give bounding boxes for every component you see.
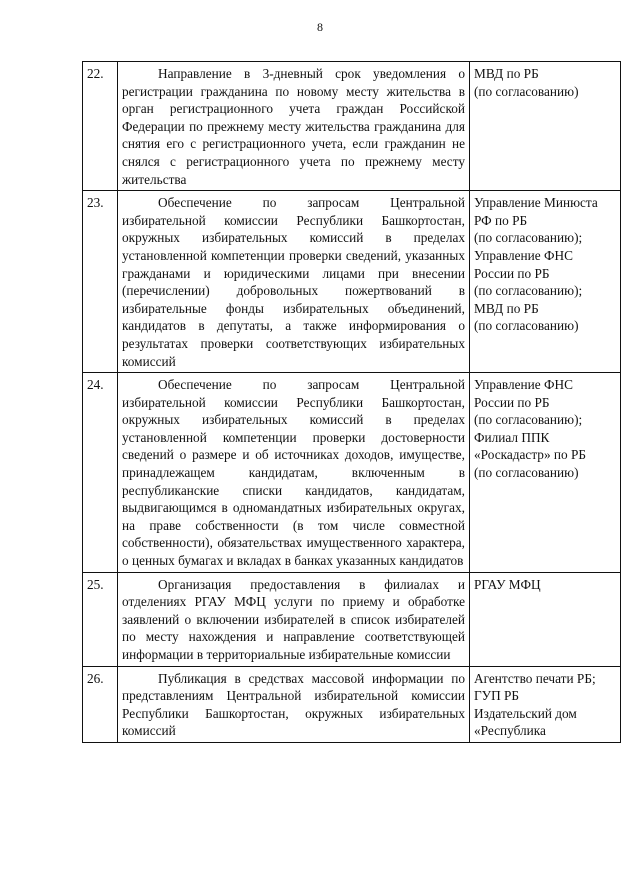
responsible-line: (по согласованию); <box>474 412 583 428</box>
item-description <box>118 572 470 666</box>
item-description-text: Публикация в средствах массовой информации по представлениям Центральной избирательной комиссии Республики Башкортостан, окружных избирательных комиссий <box>122 670 465 739</box>
responsible-line: Управление ФНС <box>474 247 573 263</box>
item-description-text: Обеспечение по запросам Центральной избирательной комиссии Республики Башкортостан, окружных избирательных комиссий в пределах установленной компетенции проверки достоверности сведений о размере и об источниках доходов, имуществе, принадлежащем кандидатам, включенным в республиканские списки кандидатов, кандидатам, выдвигающимся в одномандатных избирательных округах, на праве собственности (в том числе совместной собственности), обязательствах имущественного характера, о ценных бумагах и вкладах в банках указанных кандидатов <box>122 377 465 569</box>
item-responsible <box>470 191 621 373</box>
table-row <box>83 191 621 373</box>
item-number: 22. <box>83 62 118 191</box>
responsible-line: России по РБ <box>474 265 550 281</box>
responsible-line: Управление Минюста <box>474 195 598 211</box>
responsible-line: «Республика <box>474 723 546 739</box>
item-number: 24. <box>83 373 118 573</box>
responsible-line: МВД по РБ <box>474 300 539 316</box>
responsible-line: Филиал ППК <box>474 429 550 445</box>
responsible-line: Издательский дом <box>474 705 577 721</box>
responsible-line: (по согласованию) <box>474 83 579 99</box>
item-responsible <box>470 666 621 742</box>
item-description <box>118 373 470 573</box>
responsible-line: (по согласованию) <box>474 318 579 334</box>
responsible-line: (по согласованию); <box>474 230 583 246</box>
responsible-line: ГУП РБ <box>474 688 520 704</box>
measures-table <box>82 61 621 743</box>
item-number: 23. <box>83 191 118 373</box>
item-description-text: Направление в 3-дневный срок уведомления о регистрации гражданина по новому месту жительства в орган регистрационного учета граждан Российской Федерации по прежнему месту жительства гражданина для снятия его с регистрационного учета, если гражданин не снялся с регистрационного учета по прежнему месту жительства <box>122 66 465 187</box>
item-description-text: Организация предоставления в филиалах и отделениях РГАУ МФЦ услуги по приему и обработке заявлений о включении избирателей в список избирателей по месту нахождения и направление соответствующей информации в территориальные избирательные комиссии <box>122 576 465 662</box>
item-description-text: Обеспечение по запросам Центральной избирательной комиссии Республики Башкортостан, окружных избирательных комиссий в пределах установленной компетенции проверки сведений, указанных гражданами и юридическими лицами при внесении (перечислении) добровольных пожертвований в избирательные фонды избирательных объединений, кандидатов в депутаты, а также информирования о результатах проверки соответствующих избирательных комиссий <box>122 195 465 369</box>
table-row <box>83 666 621 742</box>
responsible-line: РФ по РБ <box>474 212 528 228</box>
item-number: 26. <box>83 666 118 742</box>
table-row <box>83 373 621 573</box>
table-row <box>83 62 621 191</box>
item-responsible <box>470 62 621 191</box>
item-responsible <box>470 572 621 666</box>
responsible-line: РГАУ МФЦ <box>474 576 541 592</box>
table-row <box>83 572 621 666</box>
item-description <box>118 191 470 373</box>
page-number: 8 <box>317 20 323 34</box>
responsible-line: (по согласованию) <box>474 465 579 481</box>
item-responsible <box>470 373 621 573</box>
item-description <box>118 62 470 191</box>
responsible-line: МВД по РБ <box>474 66 539 81</box>
responsible-line: (по согласованию); <box>474 283 583 299</box>
responsible-line: «Роскадастр» по РБ <box>474 447 587 463</box>
item-description <box>118 666 470 742</box>
item-number: 25. <box>83 572 118 666</box>
responsible-line: Агентство печати РБ; <box>474 670 596 686</box>
responsible-line: Управление ФНС <box>474 377 573 393</box>
responsible-line: России по РБ <box>474 394 550 410</box>
